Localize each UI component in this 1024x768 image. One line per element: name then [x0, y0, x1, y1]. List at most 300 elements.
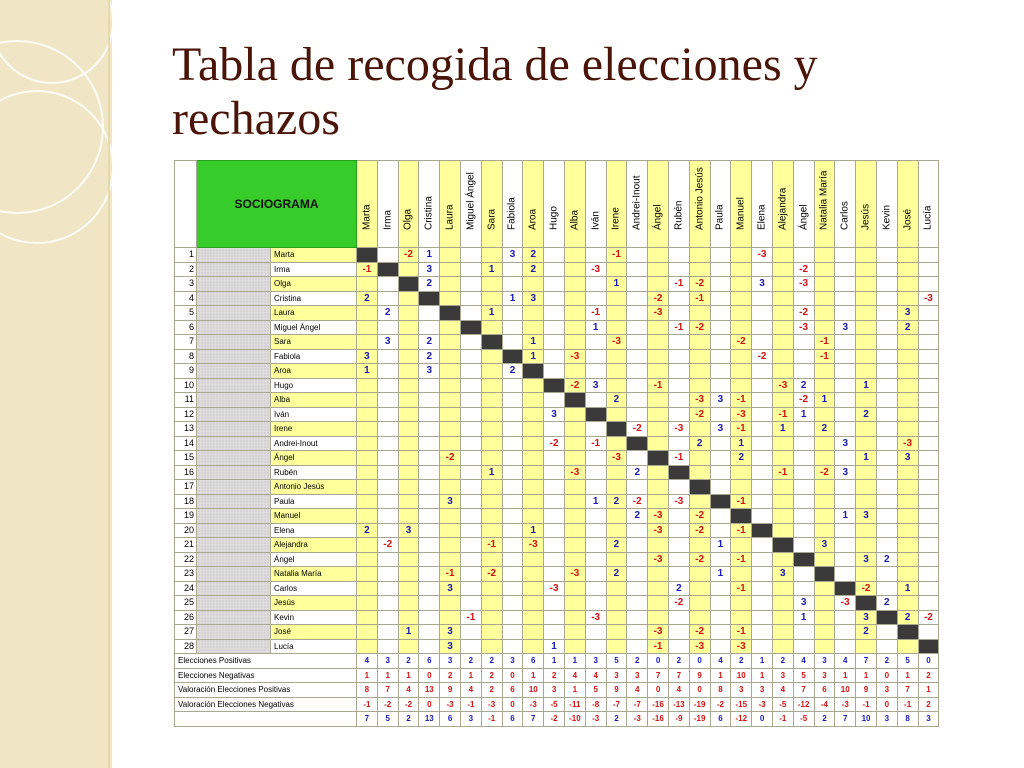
matrix-cell — [710, 436, 731, 451]
row-number: 22 — [175, 552, 197, 567]
matrix-cell — [689, 335, 710, 350]
matrix-cell — [752, 451, 773, 466]
matrix-cell — [689, 610, 710, 625]
summary-value: 2 — [544, 668, 565, 683]
row-name: Jesús — [271, 596, 357, 611]
matrix-cell — [731, 306, 752, 321]
matrix-cell — [440, 393, 461, 408]
matrix-cell: 1 — [481, 262, 502, 277]
matrix-cell: 2 — [876, 596, 897, 611]
matrix-cell — [918, 552, 939, 567]
matrix-cell — [377, 277, 398, 292]
matrix-cell — [814, 262, 835, 277]
summary-value: 8 — [710, 683, 731, 698]
column-header-label: Fabiola — [506, 197, 518, 230]
matrix-cell — [460, 581, 481, 596]
matrix-cell — [897, 552, 918, 567]
matrix-cell — [648, 320, 669, 335]
row-number: 4 — [175, 291, 197, 306]
matrix-cell: -3 — [648, 509, 669, 524]
matrix-cell: -3 — [731, 639, 752, 654]
summary-value: 10 — [856, 712, 877, 727]
matrix-cell — [835, 451, 856, 466]
matrix-cell — [793, 349, 814, 364]
summary-value: 2 — [398, 654, 419, 669]
column-header-label: José — [902, 208, 914, 230]
matrix-cell — [523, 639, 544, 654]
matrix-cell — [627, 248, 648, 263]
matrix-cell — [835, 335, 856, 350]
matrix-cell — [627, 552, 648, 567]
sociogram-table — [174, 160, 939, 727]
matrix-cell — [897, 364, 918, 379]
matrix-cell — [772, 248, 793, 263]
matrix-cell — [876, 465, 897, 480]
matrix-cell — [710, 523, 731, 538]
summary-value: 4 — [668, 683, 689, 698]
matrix-cell: 2 — [502, 364, 523, 379]
table-row — [175, 335, 939, 350]
matrix-cell — [606, 306, 627, 321]
matrix-cell — [648, 262, 669, 277]
matrix-cell — [398, 596, 419, 611]
summary-value: -8 — [585, 697, 606, 712]
summary-value: -2 — [398, 697, 419, 712]
matrix-cell: -3 — [835, 596, 856, 611]
matrix-cell: 2 — [606, 494, 627, 509]
gray-cell — [197, 480, 271, 495]
column-header-label: Natalia María — [818, 170, 830, 230]
matrix-cell — [876, 349, 897, 364]
summary-value: -1 — [897, 697, 918, 712]
matrix-cell — [772, 523, 793, 538]
matrix-cell — [752, 509, 773, 524]
column-header-label: Ángel — [652, 204, 664, 230]
matrix-cell: 3 — [523, 291, 544, 306]
column-header-label: Marta — [361, 204, 373, 230]
gray-cell — [197, 349, 271, 364]
matrix-cell — [398, 552, 419, 567]
gray-cell — [197, 552, 271, 567]
matrix-cell — [668, 610, 689, 625]
matrix-cell — [876, 538, 897, 553]
matrix-cell — [481, 610, 502, 625]
matrix-cell: 3 — [856, 610, 877, 625]
table-row — [175, 349, 939, 364]
matrix-cell: 1 — [606, 277, 627, 292]
matrix-cell: 2 — [731, 451, 752, 466]
summary-value: -2 — [544, 712, 565, 727]
matrix-cell — [918, 436, 939, 451]
matrix-cell — [585, 335, 606, 350]
matrix-cell — [918, 567, 939, 582]
summary-value: 6 — [419, 654, 440, 669]
column-header — [357, 161, 378, 248]
matrix-cell — [668, 480, 689, 495]
matrix-cell — [814, 277, 835, 292]
matrix-cell — [398, 436, 419, 451]
matrix-cell — [752, 480, 773, 495]
summary-value: 7 — [648, 668, 669, 683]
matrix-cell — [648, 436, 669, 451]
column-header — [544, 161, 565, 248]
matrix-cell — [544, 610, 565, 625]
matrix-cell — [481, 581, 502, 596]
matrix-cell — [544, 393, 565, 408]
matrix-cell — [752, 581, 773, 596]
matrix-cell — [523, 378, 544, 393]
matrix-cell — [876, 378, 897, 393]
matrix-cell — [502, 465, 523, 480]
matrix-cell — [835, 378, 856, 393]
matrix-cell: 1 — [897, 581, 918, 596]
matrix-cell — [856, 349, 877, 364]
matrix-cell — [627, 581, 648, 596]
matrix-cell: 1 — [523, 349, 544, 364]
matrix-cell — [918, 465, 939, 480]
table-row — [175, 625, 939, 640]
matrix-cell — [897, 349, 918, 364]
matrix-cell — [627, 277, 648, 292]
sociograma-header: SOCIOGRAMA — [197, 161, 357, 248]
matrix-cell — [856, 567, 877, 582]
summary-value: -5 — [544, 697, 565, 712]
matrix-cell — [460, 639, 481, 654]
matrix-cell — [793, 422, 814, 437]
matrix-cell — [668, 306, 689, 321]
row-number: 17 — [175, 480, 197, 495]
summary-value: 2 — [440, 668, 461, 683]
gray-cell — [197, 639, 271, 654]
matrix-cell — [585, 567, 606, 582]
matrix-cell: -1 — [357, 262, 378, 277]
matrix-cell — [710, 610, 731, 625]
gray-cell — [197, 610, 271, 625]
matrix-cell — [419, 567, 440, 582]
summary-value: -5 — [793, 712, 814, 727]
column-header — [627, 161, 648, 248]
matrix-cell: 2 — [814, 422, 835, 437]
matrix-cell — [627, 306, 648, 321]
matrix-cell — [835, 364, 856, 379]
matrix-cell — [876, 625, 897, 640]
matrix-cell — [440, 480, 461, 495]
matrix-cell — [897, 465, 918, 480]
matrix-cell: 2 — [897, 320, 918, 335]
matrix-cell — [772, 610, 793, 625]
summary-value: 7 — [523, 712, 544, 727]
matrix-cell — [731, 567, 752, 582]
row-name: Aroa — [271, 364, 357, 379]
matrix-cell — [585, 480, 606, 495]
matrix-cell — [460, 306, 481, 321]
summary-value: 0 — [876, 668, 897, 683]
matrix-cell — [502, 581, 523, 596]
matrix-cell — [772, 349, 793, 364]
matrix-cell: 3 — [440, 581, 461, 596]
matrix-cell — [814, 596, 835, 611]
diagonal-cell — [793, 552, 814, 567]
matrix-cell — [357, 436, 378, 451]
matrix-cell — [689, 306, 710, 321]
matrix-cell — [523, 610, 544, 625]
matrix-cell — [460, 480, 481, 495]
summary-value: 0 — [876, 697, 897, 712]
matrix-cell — [710, 552, 731, 567]
matrix-cell — [814, 306, 835, 321]
matrix-cell — [814, 378, 835, 393]
matrix-cell — [460, 523, 481, 538]
summary-value: -3 — [585, 712, 606, 727]
summary-value: -1 — [357, 697, 378, 712]
matrix-cell — [564, 552, 585, 567]
gray-cell — [197, 538, 271, 553]
matrix-cell — [648, 364, 669, 379]
matrix-cell: -3 — [564, 349, 585, 364]
matrix-cell — [564, 538, 585, 553]
matrix-cell — [398, 378, 419, 393]
diagonal-cell — [544, 378, 565, 393]
matrix-cell: -2 — [564, 378, 585, 393]
matrix-cell — [419, 494, 440, 509]
matrix-cell — [835, 625, 856, 640]
matrix-cell — [835, 291, 856, 306]
row-number: 8 — [175, 349, 197, 364]
column-header-label: Iván — [590, 211, 602, 230]
matrix-cell — [856, 480, 877, 495]
matrix-cell: 3 — [377, 335, 398, 350]
matrix-cell — [419, 465, 440, 480]
summary-value: 5 — [897, 654, 918, 669]
matrix-cell — [876, 277, 897, 292]
matrix-cell — [918, 262, 939, 277]
diagonal-cell — [357, 248, 378, 263]
column-header-label: Irene — [610, 207, 622, 230]
matrix-cell — [918, 349, 939, 364]
diagonal-cell — [564, 393, 585, 408]
matrix-cell — [606, 523, 627, 538]
matrix-cell — [648, 349, 669, 364]
table-row — [175, 581, 939, 596]
matrix-cell — [752, 552, 773, 567]
matrix-cell — [689, 349, 710, 364]
decorative-ring — [0, 0, 114, 84]
matrix-cell — [856, 320, 877, 335]
matrix-cell — [357, 451, 378, 466]
summary-value: 0 — [648, 654, 669, 669]
matrix-cell — [357, 306, 378, 321]
matrix-cell — [564, 523, 585, 538]
diagonal-cell — [897, 625, 918, 640]
summary-value: 2 — [876, 654, 897, 669]
row-name: Alba — [271, 393, 357, 408]
matrix-cell — [419, 552, 440, 567]
matrix-cell — [648, 407, 669, 422]
matrix-cell — [564, 422, 585, 437]
matrix-cell — [357, 480, 378, 495]
matrix-cell — [585, 248, 606, 263]
matrix-cell — [440, 378, 461, 393]
summary-value: -7 — [627, 697, 648, 712]
diagonal-cell — [606, 422, 627, 437]
matrix-cell — [814, 509, 835, 524]
summary-value: -3 — [481, 697, 502, 712]
matrix-cell — [835, 422, 856, 437]
matrix-cell — [544, 567, 565, 582]
row-name: Hugo — [271, 378, 357, 393]
matrix-cell — [731, 277, 752, 292]
matrix-cell — [502, 407, 523, 422]
matrix-cell — [668, 523, 689, 538]
gray-cell — [197, 320, 271, 335]
matrix-cell — [835, 393, 856, 408]
summary-value: 9 — [606, 683, 627, 698]
matrix-cell — [398, 494, 419, 509]
matrix-cell — [377, 248, 398, 263]
diagonal-cell — [627, 436, 648, 451]
summary-value: 8 — [357, 683, 378, 698]
matrix-cell — [377, 378, 398, 393]
matrix-cell — [440, 538, 461, 553]
matrix-cell — [648, 538, 669, 553]
matrix-cell — [897, 422, 918, 437]
matrix-cell — [460, 552, 481, 567]
matrix-cell: -1 — [731, 393, 752, 408]
summary-value: 3 — [918, 712, 939, 727]
matrix-cell — [731, 378, 752, 393]
matrix-cell — [377, 567, 398, 582]
summary-value: -3 — [627, 712, 648, 727]
column-header-label: Laura — [444, 204, 456, 230]
matrix-cell — [876, 320, 897, 335]
matrix-cell — [793, 494, 814, 509]
matrix-cell — [814, 291, 835, 306]
row-number: 2 — [175, 262, 197, 277]
matrix-cell — [544, 596, 565, 611]
summary-value: -1 — [481, 712, 502, 727]
matrix-cell: 1 — [502, 291, 523, 306]
matrix-cell — [876, 581, 897, 596]
matrix-cell — [668, 538, 689, 553]
matrix-cell — [544, 538, 565, 553]
matrix-cell — [398, 465, 419, 480]
matrix-cell — [648, 248, 669, 263]
matrix-cell — [440, 422, 461, 437]
summary-value: 7 — [897, 683, 918, 698]
column-header — [835, 161, 856, 248]
table-row — [175, 465, 939, 480]
matrix-cell — [814, 610, 835, 625]
matrix-cell — [357, 277, 378, 292]
matrix-cell: -2 — [793, 393, 814, 408]
matrix-cell — [897, 248, 918, 263]
matrix-cell — [835, 277, 856, 292]
matrix-cell — [668, 364, 689, 379]
matrix-cell — [772, 625, 793, 640]
matrix-cell — [440, 349, 461, 364]
matrix-cell — [398, 291, 419, 306]
gray-cell — [197, 422, 271, 437]
row-number: 7 — [175, 335, 197, 350]
column-header — [731, 161, 752, 248]
matrix-cell: -3 — [668, 422, 689, 437]
slide-title: Tabla de recogida de elecciones y rechazos — [172, 38, 818, 145]
matrix-cell — [523, 320, 544, 335]
matrix-cell — [835, 552, 856, 567]
matrix-cell — [564, 436, 585, 451]
matrix-cell — [689, 581, 710, 596]
matrix-cell — [752, 291, 773, 306]
matrix-cell: -3 — [731, 407, 752, 422]
matrix-cell: -2 — [689, 552, 710, 567]
matrix-cell — [793, 639, 814, 654]
matrix-cell — [918, 494, 939, 509]
matrix-cell — [564, 306, 585, 321]
matrix-cell: -2 — [814, 465, 835, 480]
matrix-cell: 1 — [835, 509, 856, 524]
matrix-cell — [377, 480, 398, 495]
matrix-cell — [772, 639, 793, 654]
gray-cell — [197, 523, 271, 538]
column-header-label: Andrei-Inout — [631, 175, 643, 230]
summary-value: 3 — [377, 654, 398, 669]
matrix-cell — [648, 277, 669, 292]
row-name: Kevin — [271, 610, 357, 625]
matrix-cell: -3 — [648, 306, 669, 321]
table-row — [175, 291, 939, 306]
matrix-cell — [689, 364, 710, 379]
corner-cell — [175, 161, 197, 248]
summary-value: 4 — [835, 654, 856, 669]
matrix-cell — [627, 523, 648, 538]
summary-label: Valoración Elecciones Positivas — [175, 683, 357, 698]
matrix-cell — [419, 378, 440, 393]
matrix-cell — [481, 596, 502, 611]
matrix-cell: 2 — [627, 509, 648, 524]
diagonal-cell — [398, 277, 419, 292]
matrix-cell — [377, 465, 398, 480]
matrix-cell — [502, 451, 523, 466]
matrix-cell — [481, 277, 502, 292]
matrix-cell — [544, 349, 565, 364]
summary-value: 3 — [876, 712, 897, 727]
table-row — [175, 422, 939, 437]
summary-value: 7 — [357, 712, 378, 727]
matrix-cell — [377, 364, 398, 379]
matrix-cell — [398, 509, 419, 524]
table-row — [175, 523, 939, 538]
matrix-cell — [710, 320, 731, 335]
matrix-cell: -2 — [627, 494, 648, 509]
matrix-cell — [772, 436, 793, 451]
matrix-cell — [648, 567, 669, 582]
summary-value: 3 — [440, 654, 461, 669]
summary-value: 9 — [440, 683, 461, 698]
matrix-cell — [731, 480, 752, 495]
gray-cell — [197, 567, 271, 582]
matrix-cell — [481, 378, 502, 393]
matrix-cell — [523, 407, 544, 422]
matrix-cell: -2 — [377, 538, 398, 553]
matrix-cell: 2 — [606, 538, 627, 553]
summary-value: 3 — [814, 668, 835, 683]
matrix-cell — [502, 480, 523, 495]
matrix-cell: -1 — [731, 523, 752, 538]
matrix-cell: 3 — [710, 422, 731, 437]
summary-value: -2 — [377, 697, 398, 712]
matrix-cell — [585, 523, 606, 538]
matrix-cell — [398, 610, 419, 625]
